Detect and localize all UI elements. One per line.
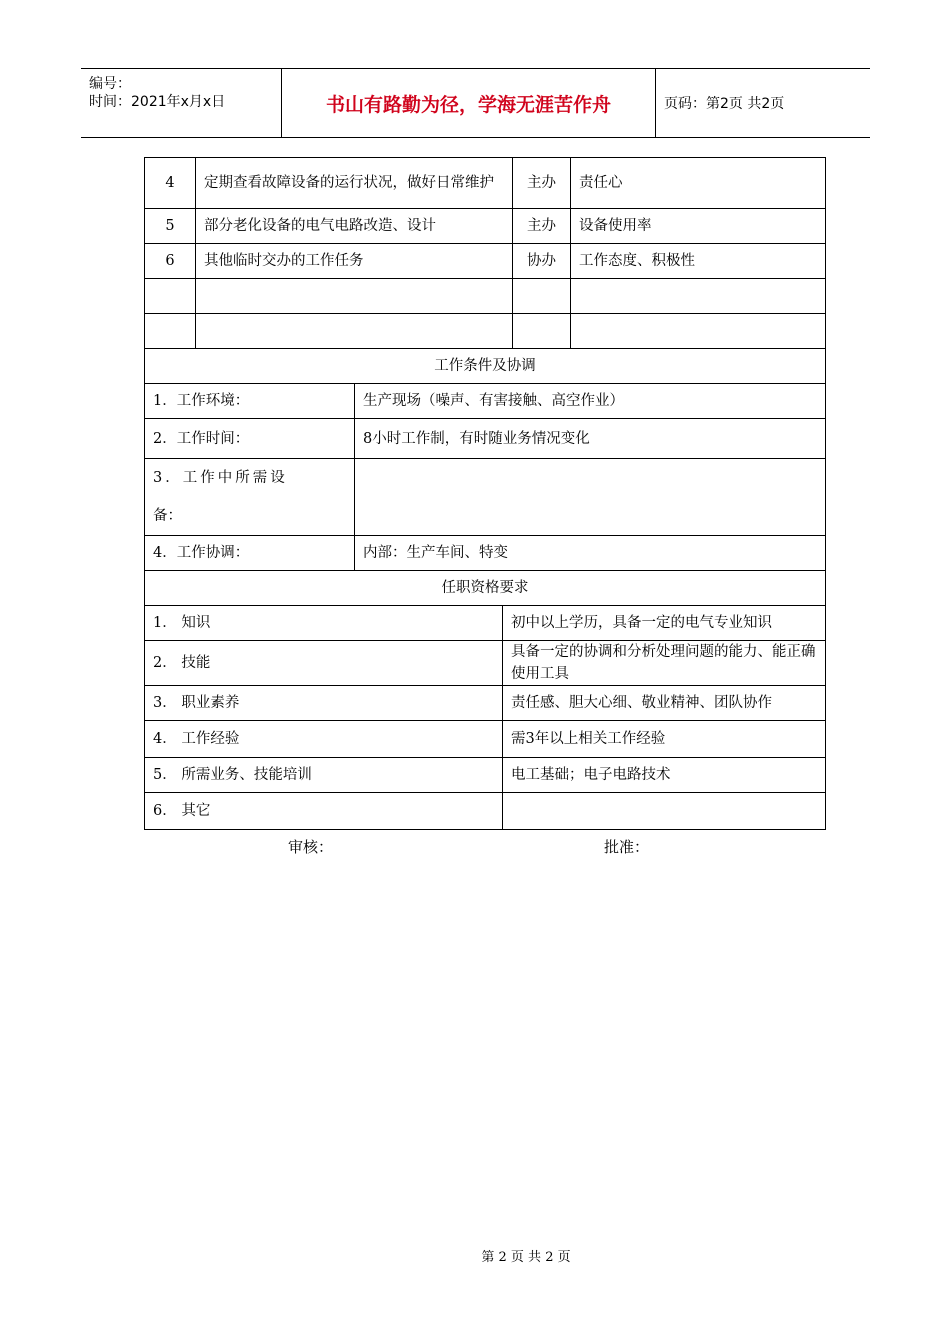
duty-no xyxy=(145,279,196,314)
condition-row xyxy=(145,419,826,459)
qualification-value: 需3年以上相关工作经验 xyxy=(503,721,826,758)
job-description-table xyxy=(144,157,826,830)
duty-content: 定期查看故障设备的运行状况，做好日常维护 xyxy=(196,158,513,209)
section-header xyxy=(145,349,826,384)
condition-value xyxy=(355,459,826,536)
duty-kpi: 设备使用率 xyxy=(571,209,826,244)
qualification-row xyxy=(145,686,826,721)
duty-row-empty xyxy=(145,279,826,314)
duty-role: 主办 xyxy=(513,158,571,209)
duty-role: 协办 xyxy=(513,244,571,279)
condition-label-line1: 3．工作中所需设 xyxy=(153,470,288,486)
code-label: 编号： xyxy=(89,76,131,92)
duty-row-empty xyxy=(145,314,826,349)
conditions-title: 工作条件及协调 xyxy=(145,349,826,384)
duty-kpi: 责任心 xyxy=(571,158,826,209)
qualification-label: 3． 职业素养 xyxy=(145,686,503,721)
duty-kpi xyxy=(571,279,826,314)
qualification-value: 责任感、胆大心细、敬业精神、团队协作 xyxy=(503,686,826,721)
condition-value: 生产现场（噪声、有害接触、高空作业） xyxy=(355,384,826,419)
duty-content: 部分老化设备的电气电路改造、设计 xyxy=(196,209,513,244)
qualification-row xyxy=(145,721,826,758)
duty-kpi: 工作态度、积极性 xyxy=(571,244,826,279)
duty-role: 主办 xyxy=(513,209,571,244)
condition-row xyxy=(145,459,826,536)
qualification-value: 电工基础；电子电路技术 xyxy=(503,758,826,793)
time-label: 时间：2021年x月x日 xyxy=(89,94,226,110)
duty-no: 6 xyxy=(145,244,196,279)
qualifications-title: 任职资格要求 xyxy=(145,571,826,606)
qualification-label: 2． 技能 xyxy=(145,641,503,686)
approve-signature-label: 批准： xyxy=(604,838,650,856)
condition-label-equipment xyxy=(145,459,355,536)
footer-page-number: 第 2 页 共 2 页 xyxy=(481,1250,571,1265)
header-page-info xyxy=(655,69,870,137)
qualification-label: 5． 所需业务、技能培训 xyxy=(145,758,503,793)
qualification-label: 4． 工作经验 xyxy=(145,721,503,758)
duty-role xyxy=(513,314,571,349)
duty-content xyxy=(196,279,513,314)
condition-label: 2．工作时间： xyxy=(145,419,355,459)
duty-no xyxy=(145,314,196,349)
page-header xyxy=(81,68,870,138)
condition-value: 内部：生产车间、特变 xyxy=(355,536,826,571)
condition-row xyxy=(145,536,826,571)
qualification-row xyxy=(145,758,826,793)
qualification-row xyxy=(145,641,826,686)
review-signature-label: 审核： xyxy=(288,838,334,856)
page-footer xyxy=(0,1246,950,1265)
condition-label: 1．工作环境： xyxy=(145,384,355,419)
condition-row xyxy=(145,384,826,419)
qualification-row xyxy=(145,606,826,641)
qualification-label: 6． 其它 xyxy=(145,793,503,830)
duty-kpi xyxy=(571,314,826,349)
header-meta xyxy=(81,69,281,137)
condition-label: 4．工作协调： xyxy=(145,536,355,571)
qualification-value xyxy=(503,793,826,830)
duty-role xyxy=(513,279,571,314)
header-motto: 书山有路勤为径，学海无涯苦作舟 xyxy=(281,69,656,137)
duty-content: 其他临时交办的工作任务 xyxy=(196,244,513,279)
duty-no: 5 xyxy=(145,209,196,244)
duty-row xyxy=(145,244,826,279)
duty-no: 4 xyxy=(145,158,196,209)
qualification-value: 初中以上学历，具备一定的电气专业知识 xyxy=(503,606,826,641)
duty-row xyxy=(145,158,826,209)
section-header xyxy=(145,571,826,606)
qualification-label: 1． 知识 xyxy=(145,606,503,641)
duty-row xyxy=(145,209,826,244)
condition-label-line2: 备： xyxy=(153,508,182,524)
duty-content xyxy=(196,314,513,349)
qualification-value: 具备一定的协调和分析处理问题的能力、能正确使用工具 xyxy=(503,641,826,686)
qualification-row xyxy=(145,793,826,830)
page-info-text: 页码：第2页 共2页 xyxy=(664,96,785,112)
condition-value: 8小时工作制，有时随业务情况变化 xyxy=(355,419,826,459)
